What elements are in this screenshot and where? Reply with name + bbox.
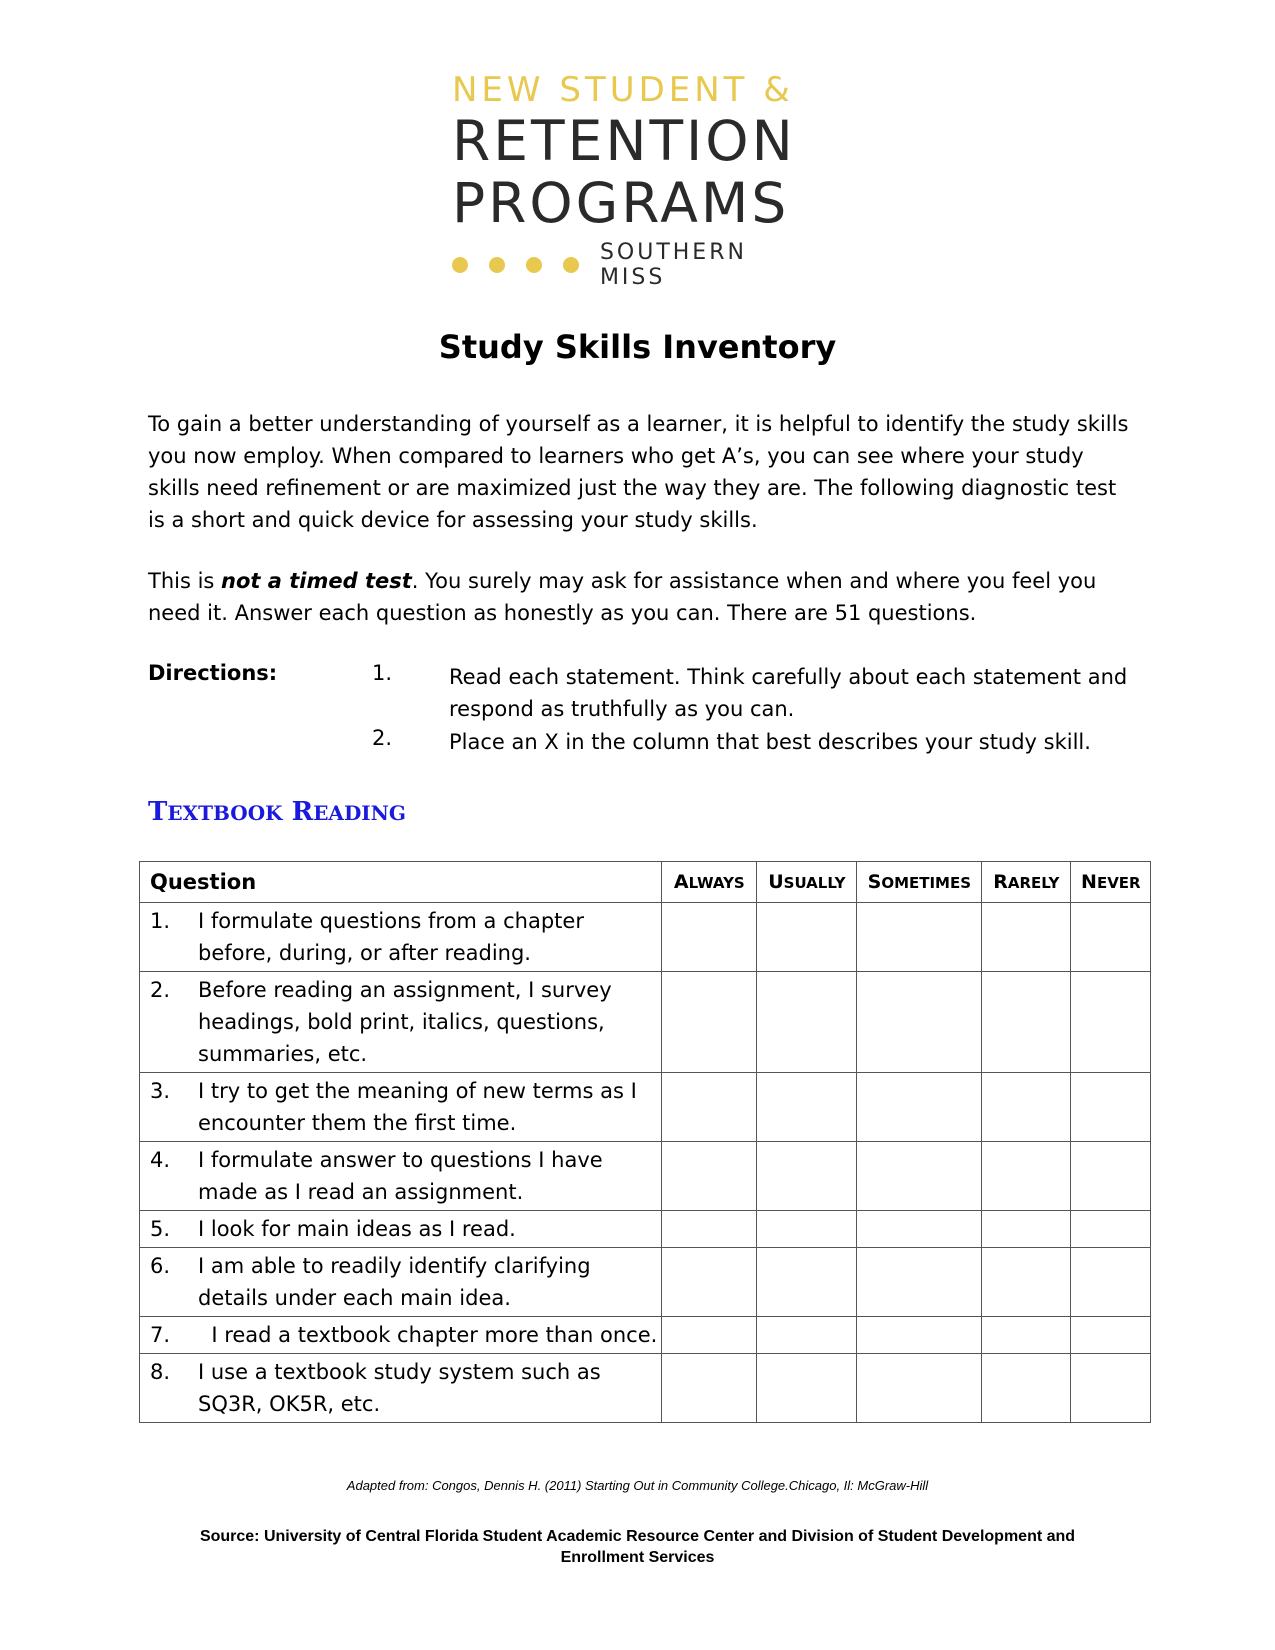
answer-cell-rarely[interactable] — [982, 1073, 1071, 1142]
answer-cell-always[interactable] — [662, 1317, 757, 1354]
answer-cell-usually[interactable] — [757, 1248, 857, 1317]
answer-cell-always[interactable] — [662, 972, 757, 1073]
column-header-never: NEVER — [1071, 862, 1151, 903]
logo-subtitle: SOUTHERN MISS — [599, 240, 747, 290]
answer-cell-usually[interactable] — [757, 972, 857, 1073]
table-row — [140, 1248, 1151, 1317]
answer-cell-usually[interactable] — [757, 1317, 857, 1354]
question-cell: 5. I look for main ideas as I read. — [140, 1211, 662, 1248]
answer-cell-sometimes[interactable] — [857, 1142, 982, 1211]
column-header-sometimes: SOMETIMES — [857, 862, 982, 903]
table-row — [140, 1073, 1151, 1142]
direction-text: Read each statement. Think carefully about each statement and respond as truthfully as you can. — [449, 665, 1128, 721]
page-title: Study Skills Inventory — [438, 328, 837, 366]
answer-cell-never[interactable] — [1071, 1354, 1151, 1423]
question-cell: 7. I read a textbook chapter more than once. — [140, 1317, 662, 1354]
logo-line-3: PROGRAMS — [452, 171, 790, 235]
question-cell: 6. I am able to readily identify clarifying details under each main idea. — [140, 1248, 662, 1317]
logo-dot-icon — [563, 257, 579, 273]
question-cell: 8. I use a textbook study system such as SQ3R, OK5R, etc. — [140, 1354, 662, 1423]
answer-cell-usually[interactable] — [757, 1073, 857, 1142]
note-emphasis: not a timed test — [221, 569, 412, 593]
answer-cell-sometimes[interactable] — [857, 972, 982, 1073]
answer-cell-never[interactable] — [1071, 1211, 1151, 1248]
answer-cell-never[interactable] — [1071, 972, 1151, 1073]
table-row — [140, 903, 1151, 972]
answer-cell-rarely[interactable] — [982, 1317, 1071, 1354]
directions-label: Directions: — [148, 661, 278, 685]
answer-cell-rarely[interactable] — [982, 903, 1071, 972]
logo-line-2: RETENTION — [452, 109, 796, 173]
answer-cell-rarely[interactable] — [982, 1142, 1071, 1211]
answer-cell-usually[interactable] — [757, 1142, 857, 1211]
answer-cell-always[interactable] — [662, 1248, 757, 1317]
answer-cell-never[interactable] — [1071, 1248, 1151, 1317]
answer-cell-usually[interactable] — [757, 903, 857, 972]
logo-dot-icon — [526, 257, 542, 273]
adapted-from-note: Adapted from: Congos, Dennis H. (2011) Starting Out in Community College.Chicago, Il: McGraw-Hill — [346, 1478, 929, 1493]
inventory-table — [139, 861, 1151, 1423]
note-suffix: . You surely may ask for assistance when and where you feel you need it. Answer each question as honestly as you can. There are 51 questions. — [148, 569, 1097, 625]
logo-line-4 — [452, 240, 822, 290]
answer-cell-never[interactable] — [1071, 903, 1151, 972]
answer-cell-always[interactable] — [662, 1142, 757, 1211]
logo-line-1: NEW STUDENT & — [452, 70, 794, 110]
answer-cell-sometimes[interactable] — [857, 1073, 982, 1142]
question-cell: 1. I formulate questions from a chapter before, during, or after reading. — [140, 903, 662, 972]
question-cell: 3. I try to get the meaning of new terms as I encounter them the first time. — [140, 1073, 662, 1142]
answer-cell-sometimes[interactable] — [857, 1248, 982, 1317]
answer-cell-never[interactable] — [1071, 1142, 1151, 1211]
answer-cell-always[interactable] — [662, 1354, 757, 1423]
answer-cell-sometimes[interactable] — [857, 903, 982, 972]
note-prefix: This is — [148, 569, 222, 593]
section-heading: TEXTBOOK READING — [148, 797, 407, 827]
logo — [452, 70, 822, 290]
intro-paragraph: To gain a better understanding of yourself as a learner, it is helpful to identify the study skills you now employ. When compared to learners who get A’s, you can see where your study skills need refinement or are maximized just the way they are. The following diagnostic test is a short and quick device for assessing your study skills. — [148, 412, 1129, 532]
question-cell: 4. I formulate answer to questions I have made as I read an assignment. — [140, 1142, 662, 1211]
direction-number: 2. — [372, 726, 393, 750]
table-row — [140, 1317, 1151, 1354]
answer-cell-always[interactable] — [662, 1211, 757, 1248]
question-cell: 2. Before reading an assignment, I survey headings, bold print, italics, questions, summaries, etc. — [140, 972, 662, 1073]
answer-cell-sometimes[interactable] — [857, 1211, 982, 1248]
answer-cell-usually[interactable] — [757, 1354, 857, 1423]
table-row — [140, 1142, 1151, 1211]
answer-cell-sometimes[interactable] — [857, 1354, 982, 1423]
source-note: Source: University of Central Florida Student Academic Resource Center and Division of Student Development and Enrollment Services — [199, 1528, 1076, 1566]
answer-cell-sometimes[interactable] — [857, 1317, 982, 1354]
table-header-row — [140, 862, 1151, 903]
table-row — [140, 1354, 1151, 1423]
direction-text: Place an X in the column that best describes your study skill. — [449, 730, 1091, 754]
answer-cell-rarely[interactable] — [982, 1248, 1071, 1317]
table-row — [140, 1211, 1151, 1248]
answer-cell-rarely[interactable] — [982, 972, 1071, 1073]
column-header-usually: USUALLY — [757, 862, 857, 903]
column-header-always: ALWAYS — [662, 862, 757, 903]
answer-cell-usually[interactable] — [757, 1211, 857, 1248]
logo-dot-icon — [489, 257, 505, 273]
note-paragraph — [148, 565, 1138, 629]
logo-dot-icon — [452, 257, 468, 273]
column-header-rarely: RARELY — [982, 862, 1071, 903]
answer-cell-never[interactable] — [1071, 1073, 1151, 1142]
direction-number: 1. — [372, 661, 393, 685]
table-row — [140, 972, 1151, 1073]
answer-cell-always[interactable] — [662, 903, 757, 972]
answer-cell-never[interactable] — [1071, 1317, 1151, 1354]
answer-cell-rarely[interactable] — [982, 1211, 1071, 1248]
answer-cell-always[interactable] — [662, 1073, 757, 1142]
answer-cell-rarely[interactable] — [982, 1354, 1071, 1423]
question-header: Question — [140, 862, 662, 903]
